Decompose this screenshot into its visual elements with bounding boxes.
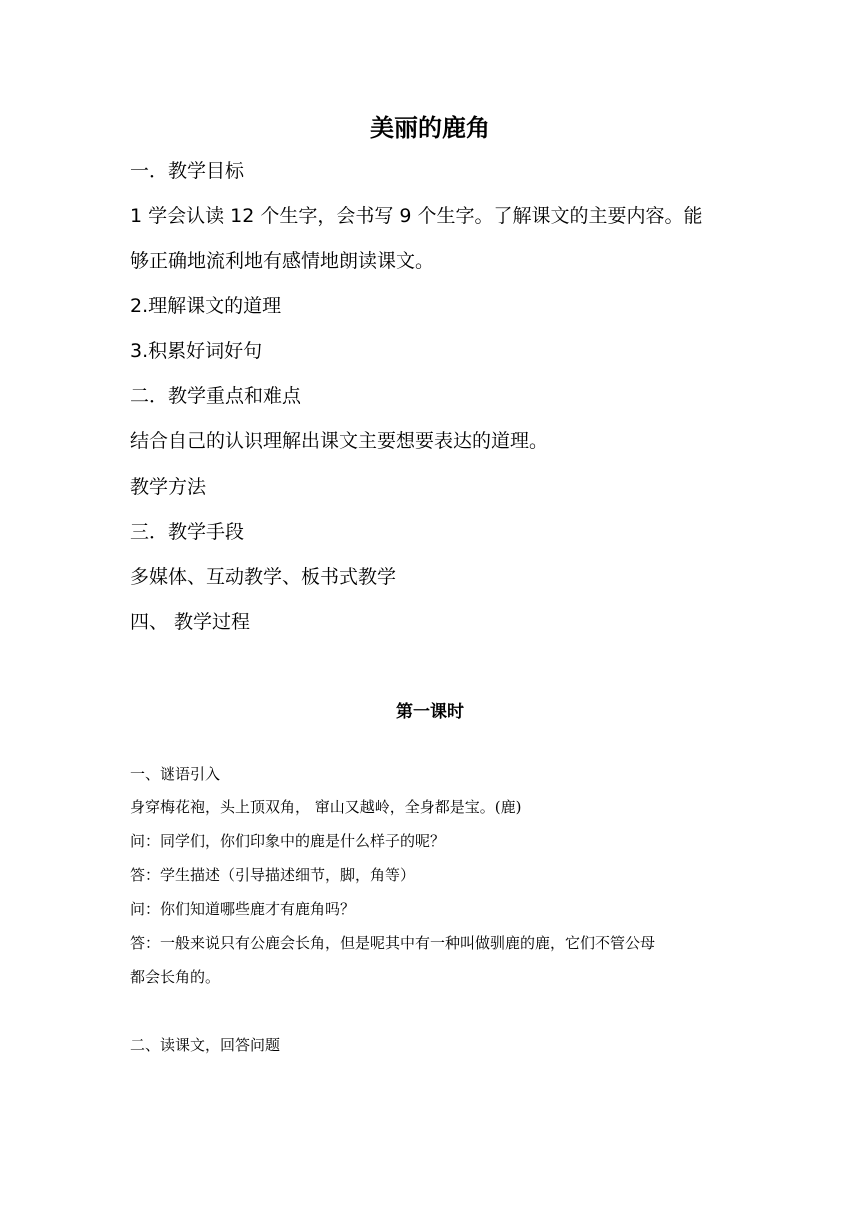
riddle-text: 身穿梅花袍，头上顶双角， 窜山又越岭，全身都是宝。(鹿) [130,798,522,816]
objective-2: 2.理解课文的道理 [130,295,282,317]
answer-1: 答：学生描述（引导描述细节，脚，角等） [130,866,416,884]
document-title: 美丽的鹿角 [370,114,490,142]
question-2: 问：你们知道哪些鹿才有鹿角吗？ [130,900,356,918]
objectives-heading: 一．教学目标 [130,160,245,182]
keypoints-heading: 二．教学重点和难点 [130,385,302,407]
objective-3: 3.积累好词好句 [130,340,263,362]
lesson-title: 第一课时 [396,702,464,722]
objective-1-line-1: 1 学会认读 12 个生字，会书写 9 个生字。了解课文的主要内容。能 [130,205,703,227]
method-label: 教学方法 [130,476,207,498]
objective-1-line-2: 够正确地流利地有感情地朗读课文。 [130,250,435,272]
process-heading: 四、 教学过程 [130,611,251,633]
riddle-heading: 一、谜语引入 [130,765,221,783]
question-1: 问：同学们，你们印象中的鹿是什么样子的呢？ [130,832,446,850]
keypoints-text: 结合自己的认识理解出课文主要想要表达的道理。 [130,430,549,452]
means-text: 多媒体、互动教学、板书式教学 [130,566,397,588]
means-heading: 三．教学手段 [130,521,245,543]
read-heading: 二、读课文，回答问题 [130,1036,281,1054]
answer-2-line-2: 都会长角的。 [130,968,221,986]
answer-2-line-1: 答：一般来说只有公鹿会长角，但是呢其中有一种叫做驯鹿的鹿，它们不管公母 [130,934,656,952]
